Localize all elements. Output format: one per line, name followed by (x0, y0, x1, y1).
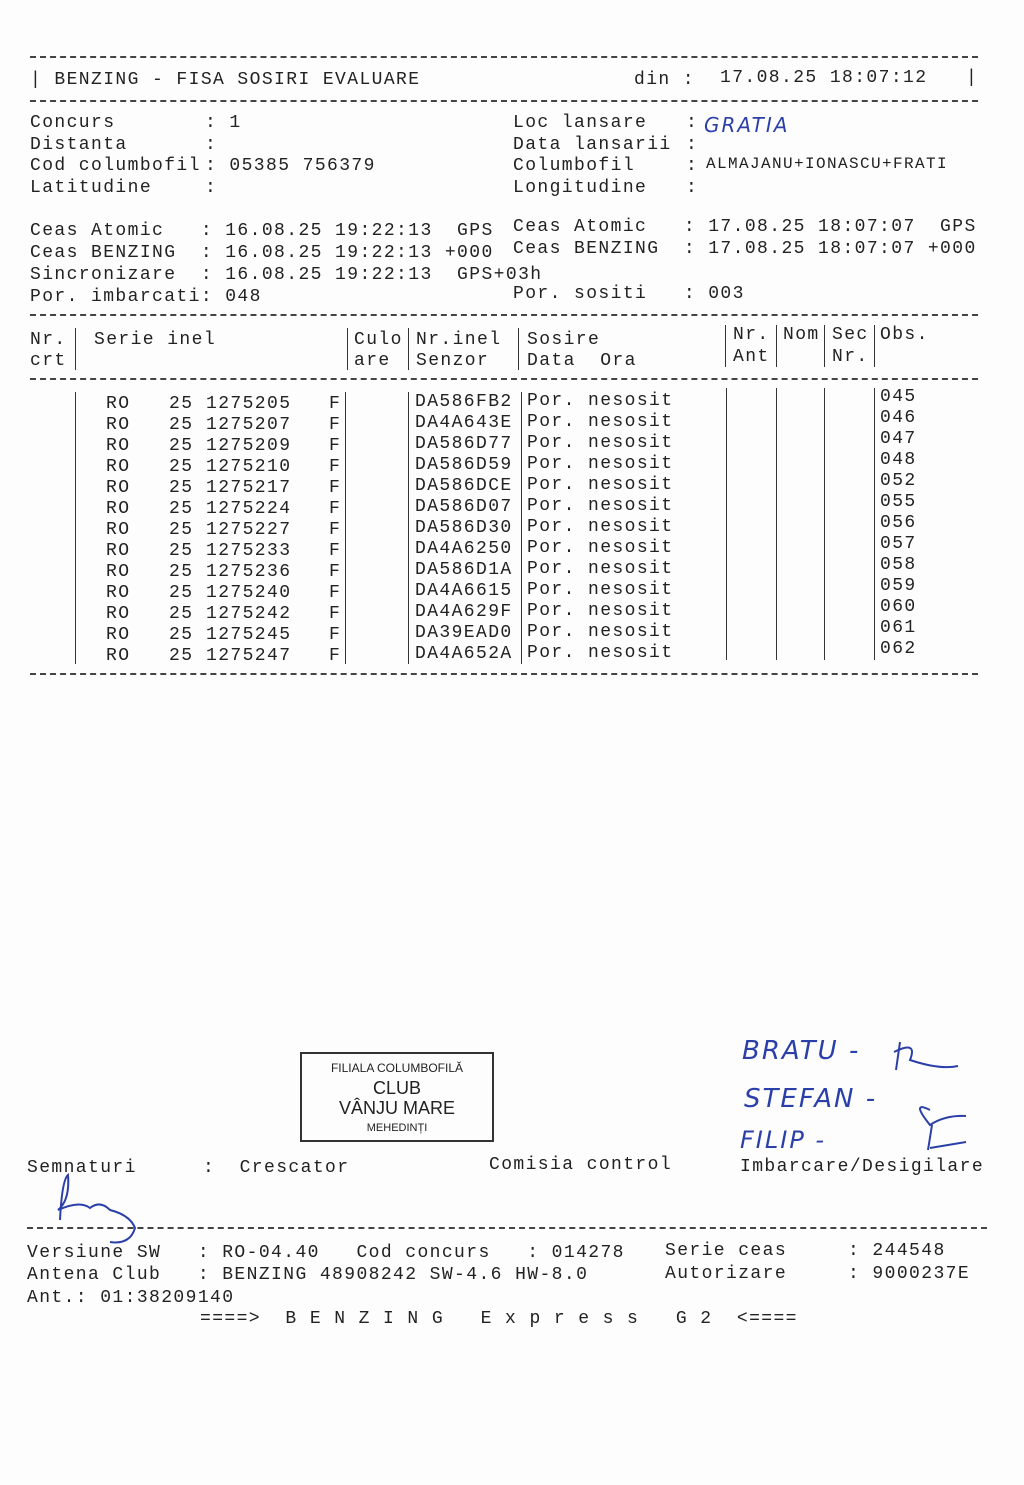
arrival-status: Por. nesosit (527, 412, 674, 432)
col-culoare-2: are (354, 351, 391, 371)
sensor-id: DA586D77 (415, 434, 513, 454)
info-sep: : (686, 156, 699, 176)
ring-number: 1275236 (206, 562, 292, 582)
commission-label: Comisia control (489, 1155, 673, 1175)
info-sep: : (686, 113, 699, 133)
print-datetime: 17.08.25 18:07:12 (720, 68, 928, 88)
atomic-clock-start: Ceas Atomic : 16.08.25 19:22:13 GPS (30, 221, 494, 241)
obs: 052 (880, 471, 917, 491)
ring-number: 1275247 (206, 646, 292, 666)
obs: 055 (880, 492, 917, 512)
handwritten-name: FILIP - (740, 1126, 827, 1154)
ring-country: RO (106, 583, 131, 603)
ring-country: RO (106, 478, 131, 498)
ring-year: 25 (169, 499, 194, 519)
obs: 056 (880, 513, 917, 533)
col-sec: Sec (832, 325, 869, 345)
ring-country: RO (106, 520, 131, 540)
antenna-club: Antena Club : BENZING 48908242 SW-4.6 HW-8.0 (27, 1265, 589, 1285)
info-label: Concurs (30, 113, 116, 133)
boarding-label: Imbarcare/Desigilare (740, 1157, 985, 1177)
ring-year: 25 (169, 415, 194, 435)
column-divider (874, 325, 875, 367)
info-value: : (205, 134, 218, 155)
ring-year: 25 (169, 646, 194, 666)
column-divider (824, 325, 825, 367)
club-stamp (300, 1052, 494, 1142)
sex: F (329, 541, 342, 561)
benzing-clock-start: Ceas BENZING : 16.08.25 19:22:13 +000 (30, 243, 494, 263)
ring-year: 25 (169, 625, 194, 645)
benzing-clock-end: Ceas BENZING : 17.08.25 18:07:07 +000 (513, 239, 977, 259)
col-culoare: Culo (354, 330, 403, 350)
sensor-id: DA586D30 (415, 518, 513, 538)
arrival-status: Por. nesosit (527, 538, 674, 558)
sex: F (329, 478, 342, 498)
sensor-id: DA586D59 (415, 455, 513, 475)
divider (30, 378, 978, 380)
antenna-id: Ant.: 01:38209140 (27, 1288, 235, 1308)
column-divider (725, 325, 726, 367)
arrival-status: Por. nesosit (527, 622, 674, 642)
benzing-banner: ====> B E N Z I N G E x p r e s s G 2 <==== (200, 1309, 798, 1329)
info-label: Columbofil (513, 156, 636, 176)
ring-country: RO (106, 457, 131, 477)
arrival-status: Por. nesosit (527, 643, 674, 663)
din-label: din : (634, 70, 696, 90)
sex: F (329, 394, 342, 414)
ring-number: 1275217 (206, 478, 292, 498)
col-data-ora: Data Ora (527, 351, 637, 371)
sex: F (329, 604, 342, 624)
sensor-id: DA4A6615 (415, 581, 513, 601)
obs: 046 (880, 408, 917, 428)
obs: 060 (880, 597, 917, 617)
sex: F (329, 625, 342, 645)
ring-number: 1275245 (206, 625, 292, 645)
arrival-status: Por. nesosit (527, 433, 674, 453)
sex: F (329, 583, 342, 603)
column-divider (347, 328, 348, 370)
sex: F (329, 562, 342, 582)
ring-number: 1275205 (206, 394, 292, 414)
arrival-status: Por. nesosit (527, 559, 674, 579)
divider (27, 1227, 987, 1229)
ring-year: 25 (169, 478, 194, 498)
ring-number: 1275242 (206, 604, 292, 624)
col-nom: Nom (783, 325, 820, 345)
divider (30, 314, 978, 316)
ring-country: RO (106, 625, 131, 645)
divider (30, 56, 978, 58)
ring-country: RO (106, 436, 131, 456)
info-value: ALMAJANU+IONASCU+FRATI (706, 155, 949, 173)
col-nr-inel: Nr.inel (416, 330, 502, 350)
stamp-line: FILIALA COLUMBOFILĂ (330, 1061, 464, 1075)
ring-year: 25 (169, 520, 194, 540)
sensor-id: DA4A629F (415, 602, 513, 622)
info-sep: : (686, 134, 699, 155)
ring-country: RO (106, 562, 131, 582)
arrival-status: Por. nesosit (527, 454, 674, 474)
ring-number: 1275209 (206, 436, 292, 456)
column-divider (776, 388, 777, 660)
info-value: : (205, 177, 218, 198)
arrival-status: Por. nesosit (527, 580, 674, 600)
pigeons-arrived: Por. sositi : 003 (513, 284, 745, 304)
sex: F (329, 415, 342, 435)
column-divider (345, 392, 346, 664)
info-label: Cod columbofil (30, 156, 201, 176)
column-divider (518, 328, 519, 370)
launch-location-handwritten: GRATIA (704, 113, 790, 137)
col-sec-nr: Nr. (832, 347, 869, 367)
col-senzor: Senzor (416, 351, 490, 371)
sensor-id: DA4A6250 (415, 539, 513, 559)
sensor-id: DA586DCE (415, 476, 513, 496)
obs: 048 (880, 450, 917, 470)
col-nr-ant: Nr. (733, 325, 770, 345)
arrival-status: Por. nesosit (527, 475, 674, 495)
sync-time: Sincronizare : 16.08.25 19:22:13 GPS+03h (30, 265, 543, 285)
info-label: Distanta (30, 134, 128, 155)
info-label: Longitudine (513, 177, 648, 198)
end-bar: | (966, 68, 979, 88)
arrival-status: Por. nesosit (527, 496, 674, 516)
column-divider (874, 388, 875, 660)
stamp-line: MEHEDINȚI (366, 1122, 428, 1134)
ring-number: 1275227 (206, 520, 292, 540)
info-label: Latitudine (30, 177, 153, 198)
col-serie-inel: Serie inel (94, 330, 217, 350)
sensor-id: DA586D07 (415, 497, 513, 517)
ring-number: 1275210 (206, 457, 292, 477)
sheet-title: | BENZING - FISA SOSIRI EVALUARE (30, 70, 421, 90)
ring-country: RO (106, 394, 131, 414)
col-nr-ant-2: Ant (733, 347, 770, 367)
ring-year: 25 (169, 457, 194, 477)
obs: 057 (880, 534, 917, 554)
obs: 045 (880, 387, 917, 407)
sensor-id: DA586FB2 (415, 392, 513, 412)
col-crt: crt (30, 351, 67, 371)
column-divider (408, 392, 409, 664)
ring-number: 1275233 (206, 541, 292, 561)
column-divider (521, 392, 522, 664)
sensor-id: DA4A652A (415, 644, 513, 664)
ring-year: 25 (169, 583, 194, 603)
sensor-id: DA39EAD0 (415, 623, 513, 643)
signature-icon (870, 1030, 980, 1160)
col-obs: Obs. (880, 325, 929, 345)
column-divider (75, 392, 76, 664)
ring-country: RO (106, 646, 131, 666)
sensor-id: DA4A643E (415, 413, 513, 433)
sex: F (329, 646, 342, 666)
signatures-label: Semnaturi (27, 1158, 137, 1178)
ring-country: RO (106, 499, 131, 519)
ring-country: RO (106, 604, 131, 624)
handwritten-name: BRATU - (742, 1036, 861, 1066)
pigeons-boarded: Por. imbarcati: 048 (30, 287, 262, 307)
breeder-label: : Crescator (203, 1158, 350, 1178)
obs: 062 (880, 639, 917, 659)
ring-number: 1275240 (206, 583, 292, 603)
col-nr: Nr. (30, 330, 67, 350)
handwritten-name: STEFAN - (744, 1084, 878, 1114)
column-divider (776, 325, 777, 367)
column-divider (726, 388, 727, 660)
software-version: Versiune SW : RO-04.40 Cod concurs : 014278 (27, 1243, 625, 1263)
ring-country: RO (106, 541, 131, 561)
stamp-line: VÂNJU MARE (338, 1098, 455, 1118)
info-sep: : (686, 177, 699, 198)
clock-serial: Serie ceas : 244548 (665, 1241, 946, 1261)
info-label: Data lansarii (513, 134, 672, 155)
sex: F (329, 457, 342, 477)
obs: 058 (880, 555, 917, 575)
ring-number: 1275224 (206, 499, 292, 519)
column-divider (75, 328, 76, 370)
info-value: : 1 (205, 113, 242, 133)
divider (30, 100, 978, 102)
ring-year: 25 (169, 604, 194, 624)
ring-year: 25 (169, 436, 194, 456)
sex: F (329, 520, 342, 540)
info-label: Loc lansare (513, 113, 648, 133)
sex: F (329, 499, 342, 519)
breeder-signature-icon (40, 1170, 150, 1250)
atomic-clock-end: Ceas Atomic : 17.08.25 18:07:07 GPS (513, 217, 977, 237)
obs: 059 (880, 576, 917, 596)
sex: F (329, 436, 342, 456)
ring-number: 1275207 (206, 415, 292, 435)
arrival-status: Por. nesosit (527, 601, 674, 621)
column-divider (408, 328, 409, 370)
obs: 061 (880, 618, 917, 638)
ring-year: 25 (169, 541, 194, 561)
col-sosire: Sosire (527, 330, 601, 350)
sensor-id: DA586D1A (415, 560, 513, 580)
divider (30, 673, 978, 675)
arrival-status: Por. nesosit (527, 391, 674, 411)
column-divider (824, 388, 825, 660)
ring-country: RO (106, 415, 131, 435)
info-value: : 05385 756379 (205, 156, 376, 176)
arrival-status: Por. nesosit (527, 517, 674, 537)
obs: 047 (880, 429, 917, 449)
authorization: Autorizare : 9000237E (665, 1264, 971, 1284)
ring-year: 25 (169, 562, 194, 582)
stamp-line: CLUB (372, 1078, 421, 1098)
ring-year: 25 (169, 394, 194, 414)
